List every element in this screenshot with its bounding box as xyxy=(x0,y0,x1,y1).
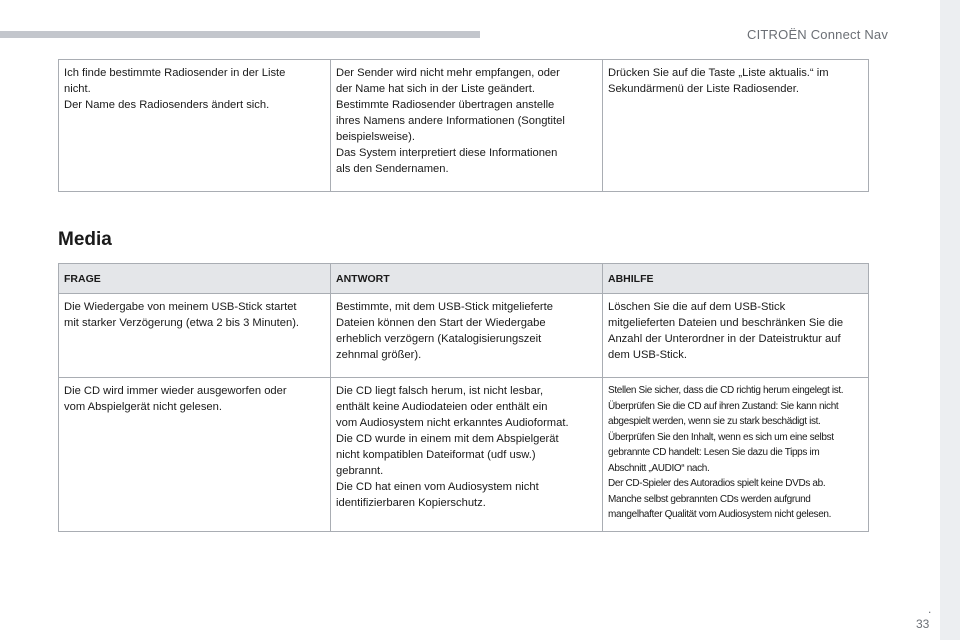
text-line: Sekundärmenü der Liste Radiosender. xyxy=(608,83,799,95)
text-line: dem USB-Stick. xyxy=(608,349,687,361)
text-line: mangelhafter Qualität vom Audiosystem nicht gelesen. xyxy=(608,509,832,520)
text-line: Der CD-Spieler des Autoradios spielt keine DVDs ab. xyxy=(608,478,826,489)
text-line: enthält keine Audiodateien oder enthält ein xyxy=(336,401,548,413)
column-header-remedy: ABHILFE xyxy=(603,264,869,294)
text-line: nicht kompatiblen Dateiformat (udf usw.) xyxy=(336,449,536,461)
text-line: erheblich verzögern (Katalogisierungszeit xyxy=(336,333,542,345)
text-line: gebrannt. xyxy=(336,465,384,477)
text-line: vom Abspielgerät nicht gelesen. xyxy=(64,401,222,413)
text-line: Stellen Sie sicher, dass die CD richtig herum eingelegt ist. xyxy=(608,385,844,396)
text-line: Löschen Sie die auf dem USB-Stick xyxy=(608,301,786,313)
text-line: zehnmal größer). xyxy=(336,349,422,361)
text-line: Das System interpretiert diese Informationen xyxy=(336,147,558,159)
page-dot: . xyxy=(928,602,932,616)
text-line: Die CD hat einen vom Audiosystem nicht xyxy=(336,481,539,493)
text-line: mit starker Verzögerung (etwa 2 bis 3 Minuten). xyxy=(64,317,300,329)
section-title-media: Media xyxy=(58,229,112,250)
page-number: 33 xyxy=(916,617,930,631)
text-line: Der Name des Radiosenders ändert sich. xyxy=(64,99,270,111)
text-line: Anzahl der Unterordner in der Dateistruktur auf xyxy=(608,333,841,345)
header-accent-bar xyxy=(0,31,480,38)
remedy-cell xyxy=(603,60,869,192)
text-line: Bestimmte Radiosender übertragen anstelle xyxy=(336,99,555,111)
text-line: Dateien können den Start der Wiedergabe xyxy=(336,317,546,329)
answer-cell xyxy=(331,294,603,378)
text-line: identifizierbaren Kopierschutz. xyxy=(336,497,486,509)
remedy-cell xyxy=(603,378,869,532)
text-line: Überprüfen Sie den Inhalt, wenn es sich um eine selbst xyxy=(608,431,834,443)
side-margin-strip xyxy=(940,0,960,640)
text-line: gebrannte CD handelt: Lesen Sie dazu die Tipps im xyxy=(608,447,820,458)
table-row xyxy=(59,378,869,532)
radio-troubleshooting-table xyxy=(58,59,869,192)
text-line: als den Sendernamen. xyxy=(336,163,449,175)
table-row xyxy=(59,294,869,378)
answer-cell xyxy=(331,378,603,532)
text-line: Überprüfen Sie die CD auf ihren Zustand: Sie kann nicht xyxy=(608,400,839,412)
text-line: der Name hat sich in der Liste geändert. xyxy=(336,83,535,95)
media-troubleshooting-table xyxy=(58,263,869,532)
text-line: vom Audiosystem nicht erkanntes Audioformat. xyxy=(336,417,569,429)
text-line: beispielsweise). xyxy=(336,131,415,143)
text-line: Manche selbst gebrannten CDs werden aufgrund xyxy=(608,493,811,505)
question-cell xyxy=(59,60,331,192)
column-header-question: FRAGE xyxy=(59,264,331,294)
remedy-cell xyxy=(603,294,869,378)
column-header-answer: ANTWORT xyxy=(331,264,603,294)
text-line: ihres Namens andere Informationen (Songtitel xyxy=(336,115,565,127)
table-row xyxy=(59,60,869,192)
question-cell xyxy=(59,378,331,532)
answer-cell xyxy=(331,60,603,192)
brand-title: CITROËN Connect Nav xyxy=(747,27,889,42)
text-line: Die Wiedergabe von meinem USB-Stick startet xyxy=(64,301,297,313)
text-line: Die CD wurde in einem mit dem Abspielgerät xyxy=(336,433,559,445)
text-line: abgespielt werden, wenn sie zu stark beschädigt ist. xyxy=(608,416,821,427)
text-line: Abschnitt „AUDIO“ nach. xyxy=(608,462,710,474)
text-line: mitgelieferten Dateien und beschränken Sie die xyxy=(608,317,844,329)
text-line: Bestimmte, mit dem USB-Stick mitgelieferte xyxy=(336,301,553,313)
text-line: nicht. xyxy=(64,83,91,95)
text-line: Drücken Sie auf die Taste „Liste aktualis.“ im xyxy=(608,67,829,79)
table-header-row xyxy=(59,264,869,294)
text-line: Der Sender wird nicht mehr empfangen, oder xyxy=(336,67,560,79)
text-line: Ich finde bestimmte Radiosender in der Liste xyxy=(64,67,286,79)
question-cell xyxy=(59,294,331,378)
text-line: Die CD liegt falsch herum, ist nicht lesbar, xyxy=(336,385,544,397)
text-line: Die CD wird immer wieder ausgeworfen oder xyxy=(64,385,287,397)
